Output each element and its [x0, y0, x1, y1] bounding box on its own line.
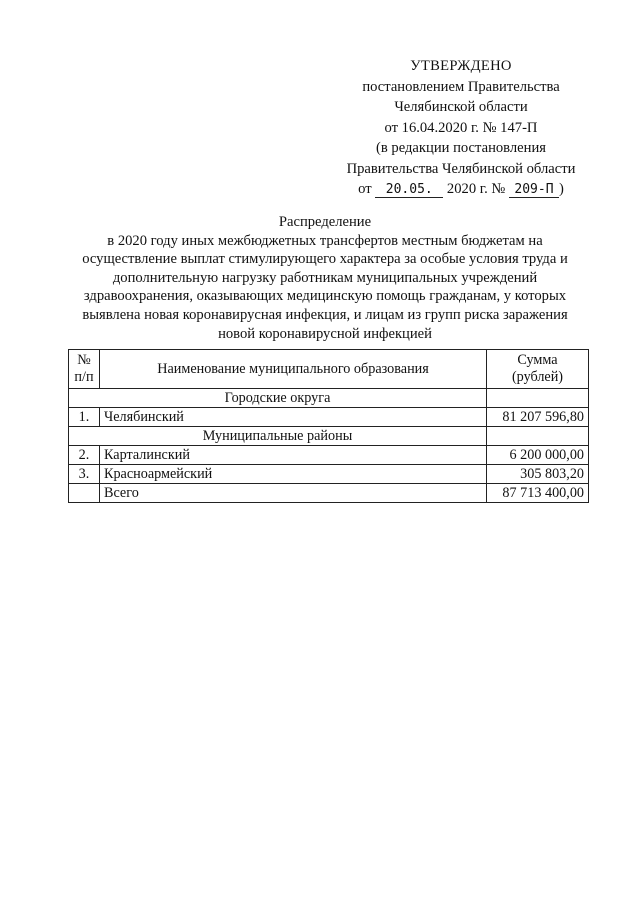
document-heading — [58, 213, 592, 343]
section-row-urban-districts — [69, 389, 589, 408]
row-sum: 6 200 000,00 — [487, 446, 589, 465]
approval-line-5: Правительства Челябинской области — [346, 160, 576, 177]
amendment-suffix: ) — [558, 181, 564, 197]
approval-line-1: постановлением Правительства — [362, 78, 560, 95]
heading-line-2: осуществление выплат стимулирующего характера за особые условия труда и — [82, 251, 568, 268]
amendment-date: 20.05. — [375, 182, 443, 198]
distribution-table — [68, 349, 589, 503]
row-number: 1. — [69, 408, 100, 427]
table-row — [69, 408, 589, 427]
total-row — [69, 484, 589, 503]
section-label: Городские округа — [69, 389, 487, 408]
header-number — [69, 350, 100, 389]
header-sum — [487, 350, 589, 389]
table-row — [69, 465, 589, 484]
row-number: 2. — [69, 446, 100, 465]
heading-title: Распределение — [278, 214, 372, 230]
section-sum-empty — [487, 427, 589, 446]
approval-line-4: (в редакции постановления — [376, 140, 546, 156]
row-name: Красноармейский — [100, 465, 487, 484]
total-label: Всего — [100, 484, 487, 503]
amendment-mid: 2020 г. № — [446, 181, 506, 197]
heading-line-6: новой коронавирусной инфекцией — [218, 325, 432, 342]
total-sum: 87 713 400,00 — [487, 484, 589, 503]
heading-line-3: дополнительную нагрузку работникам муниципальных учреждений — [112, 269, 538, 286]
section-row-municipal-districts — [69, 427, 589, 446]
row-name: Карталинский — [100, 446, 487, 465]
header-number-line-2: п/п — [74, 369, 94, 385]
section-label: Муниципальные районы — [69, 427, 487, 446]
header-name: Наименование муниципального образования — [100, 350, 487, 389]
row-number: 3. — [69, 465, 100, 484]
amendment-line — [330, 179, 592, 200]
header-number-line-1: № — [77, 352, 91, 368]
total-number-empty — [69, 484, 100, 503]
section-sum-empty — [487, 389, 589, 408]
heading-line-4: здравоохранения, оказывающих медицинскую помощь гражданам, у которых — [83, 288, 567, 305]
heading-line-5: выявлена новая коронавирусная инфекция, и лицам из групп риска заражения — [82, 306, 568, 323]
row-name: Челябинский — [100, 408, 487, 427]
amendment-prefix: от — [358, 181, 372, 197]
header-sum-line-2: (рублей) — [511, 369, 564, 385]
approval-line-2: Челябинской области — [394, 99, 528, 115]
row-sum: 81 207 596,80 — [487, 408, 589, 427]
table-row — [69, 446, 589, 465]
heading-line-1: в 2020 году иных межбюджетных трансфертов местным бюджетам на — [107, 232, 543, 249]
approval-line-3: от 16.04.2020 г. № 147-П — [384, 119, 538, 136]
header-sum-line-1: Сумма — [517, 352, 558, 368]
table-header-row — [69, 350, 589, 389]
row-sum: 305 803,20 — [487, 465, 589, 484]
amendment-number: 209-П — [509, 182, 559, 198]
approval-stamp — [330, 56, 592, 200]
approval-title: УТВЕРЖДЕНО — [410, 58, 512, 74]
